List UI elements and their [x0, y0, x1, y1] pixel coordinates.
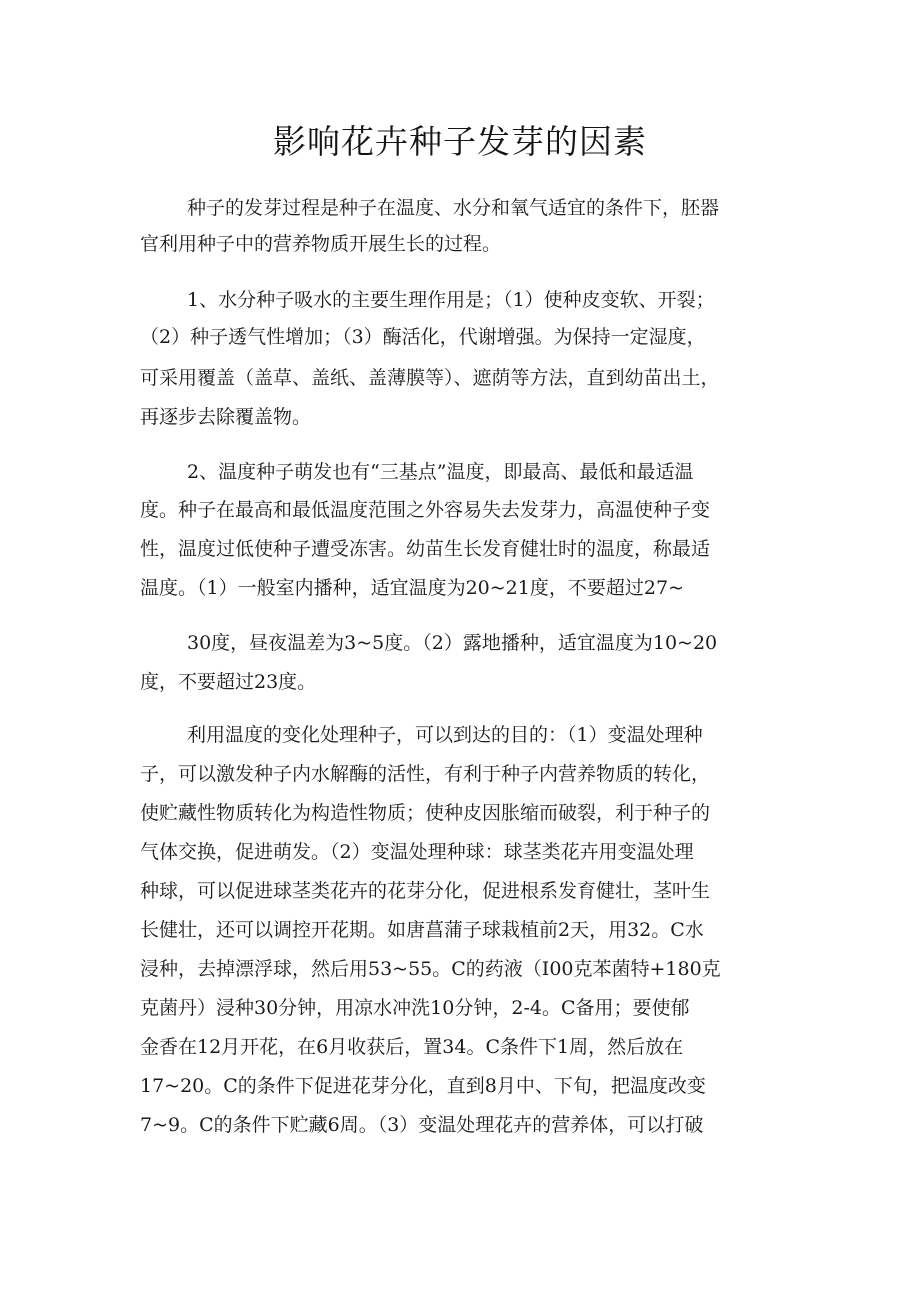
paragraph-1-line-1: 种子的发芽过程是种子在温度、水分和氧气适宜的条件下，胚器 [187, 197, 720, 219]
paragraph-3-line-3: 性，温度过低使种子遭受冻害。幼苗生长发育健壮时的温度，称最适 [140, 538, 711, 560]
paragraph-5-line-7: 浸种，去掉漂浮球，然后用53~55。C的药液（I00克苯菌特+180克 [140, 958, 721, 980]
paragraph-2-line-2: （2）种子透气性增加；（3）酶活化，代谢增强。为保持一定湿度， [140, 326, 706, 348]
paragraph-5-line-4: 气体交换，促进萌发。（2）变温处理种球：球茎类花卉用变温处理 [140, 841, 694, 863]
paragraph-5-line-9: 金香在12月开花，在6月收获后，置34。C条件下1周，然后放在 [140, 1036, 684, 1058]
paragraph-5-line-8: 克菌丹）浸种30分钟，用凉水冲洗10分钟，2-4。C备用；要使郁 [140, 997, 690, 1019]
paragraph-5-line-3: 使贮藏性物质转化为构造性物质；使种皮因胀缩而破裂，利于种子的 [140, 802, 711, 824]
paragraph-2-line-1: 1、水分种子吸水的主要生理作用是；（1）使种皮变软、开裂； [187, 289, 715, 311]
paragraph-4-line-2: 度，不要超过23度。 [140, 671, 317, 693]
paragraph-5-line-2: 子，可以激发种子内水解酶的活性，有利于种子内营养物质的转化， [140, 763, 711, 785]
paragraph-5-line-11: 7~9。C的条件下贮藏6周。（3）变温处理花卉的营养体，可以打破 [140, 1114, 704, 1136]
paragraph-5-line-10: 17~20。C的条件下促进花芽分化，直到8月中、下旬，把温度改变 [140, 1075, 706, 1097]
paragraph-3-line-2: 度。种子在最高和最低温度范围之外容易失去发芽力，高温使种子变 [140, 499, 711, 521]
paragraph-2-line-3: 可采用覆盖（盖草、盖纸、盖薄膜等）、遮荫等方法，直到幼苗出土， [140, 367, 720, 389]
paragraph-3-line-1: 2、温度种子萌发也有“三基点”温度，即最高、最低和最适温 [187, 461, 694, 483]
paragraph-4-line-1: 30度，昼夜温差为3~5度。（2）露地播种，适宜温度为10~20 [187, 632, 718, 654]
paragraph-3-line-4: 温度。（1）一般室内播种，适宜温度为20~21度，不要超过27~ [140, 577, 684, 599]
document-title: 影响花卉种子发芽的因素 [273, 122, 647, 161]
paragraph-2-line-4: 再逐步去除覆盖物。 [140, 406, 312, 428]
paragraph-5-line-6: 长健壮，还可以调控开花期。如唐菖蒲子球栽植前2天，用32。C水 [140, 919, 704, 941]
paragraph-5-line-5: 种球，可以促进球茎类花卉的花芽分化，促进根系发育健壮，茎叶生 [140, 880, 711, 902]
paragraph-5-line-1: 利用温度的变化处理种子，可以到达的目的：（1）变温处理种 [187, 724, 703, 746]
paragraph-1-line-2: 官利用种子中的营养物质开展生长的过程。 [140, 233, 502, 255]
